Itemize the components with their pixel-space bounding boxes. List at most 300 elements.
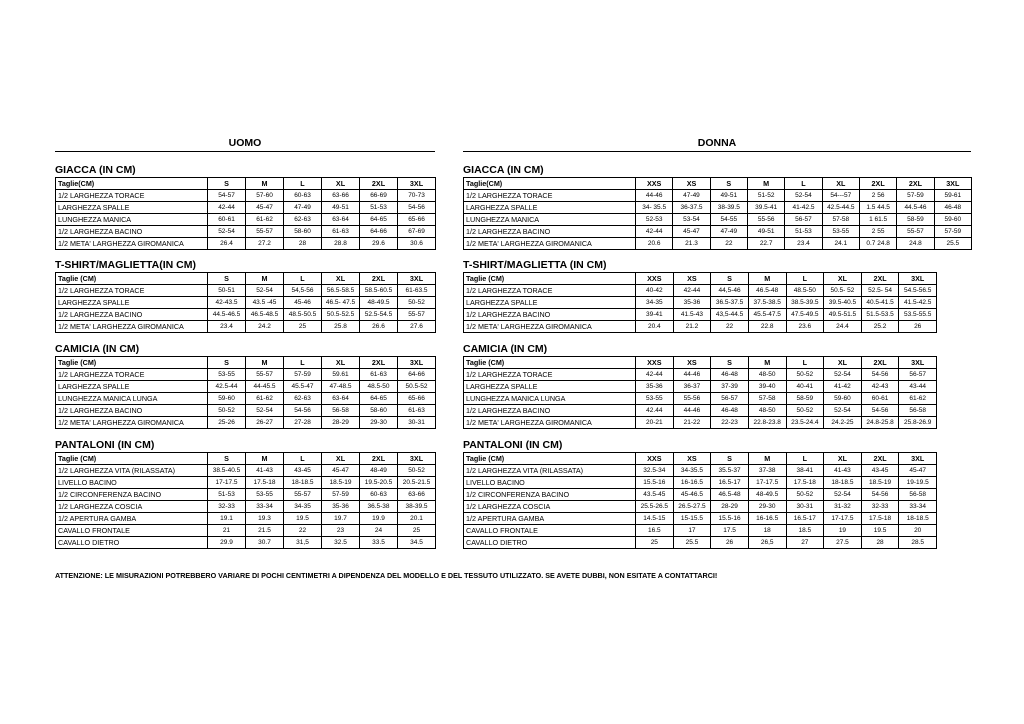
measurement-value-cell: 22	[284, 525, 322, 537]
table-row	[56, 309, 436, 321]
measurement-value-cell: 63-64	[322, 214, 360, 226]
measurement-value-cell: 45-46.5	[673, 489, 711, 501]
measurement-value-cell: 38-39.5	[398, 501, 436, 513]
header-size-cell: XXS	[636, 357, 674, 369]
uomo-section-2	[55, 343, 436, 429]
header-label-cell: Taglie (CM)	[464, 453, 636, 465]
measurement-value-cell: 46.5-48	[711, 489, 749, 501]
measurement-value-cell: 50.5- 52	[824, 285, 862, 297]
table-row	[56, 381, 436, 393]
measurement-value-cell: 24.2-25	[824, 417, 862, 429]
measurement-label-cell: 1/2 CIRCONFERENZA BACINO	[56, 489, 208, 501]
measurement-value-cell: 42.5-44.5	[822, 202, 859, 214]
measurement-label-cell: 1/2 LARGHEZZA BACINO	[56, 226, 208, 238]
measurement-value-cell: 55-57	[897, 226, 934, 238]
measurement-value-cell: 60-63	[360, 489, 398, 501]
table-row	[464, 381, 937, 393]
measurement-value-cell: 53.5-55.5	[899, 309, 937, 321]
measurement-value-cell: 61-62	[246, 214, 284, 226]
measurement-value-cell: 28-29	[322, 417, 360, 429]
measurement-value-cell: 14.5-15	[636, 513, 674, 525]
measurement-value-cell: 58-59	[897, 214, 934, 226]
measurement-value-cell: 31-32	[824, 501, 862, 513]
header-size-cell: M	[748, 357, 786, 369]
header-size-cell: XL	[322, 178, 360, 190]
header-size-cell: XS	[673, 357, 711, 369]
measurement-value-cell: 53-55	[822, 226, 859, 238]
header-label-cell: Taglie (CM)	[56, 453, 208, 465]
measurement-value-cell: 43-44	[899, 381, 937, 393]
measurement-value-cell: 43.5-45	[636, 489, 674, 501]
measurement-value-cell: 23	[322, 525, 360, 537]
measurement-value-cell: 42-44	[208, 202, 246, 214]
uomo-heading: UOMO	[55, 137, 435, 152]
measurement-value-cell: 23.6	[786, 321, 824, 333]
header-label-cell: Taglie(CM)	[56, 178, 208, 190]
measurement-value-cell: 42.44	[636, 405, 674, 417]
measurement-value-cell: 18	[748, 525, 786, 537]
measurement-value-cell: 22	[711, 321, 749, 333]
measurement-label-cell: 1/2 LARGHEZZA BACINO	[464, 226, 636, 238]
measurement-value-cell: 26	[711, 537, 749, 549]
donna-section-2	[463, 343, 937, 429]
measurement-value-cell: 19	[824, 525, 862, 537]
measurement-value-cell: 40.5-41.5	[861, 297, 899, 309]
measurement-value-cell: 30-31	[398, 417, 436, 429]
uomo-section-title: T-SHIRT/MAGLIETTA(IN CM)	[55, 259, 196, 271]
measurement-value-cell: 25	[284, 321, 322, 333]
measurement-value-cell: 32-33	[208, 501, 246, 513]
measurement-value-cell: 0.7 24.8	[859, 238, 896, 250]
header-size-cell: 2XL	[360, 178, 398, 190]
measurement-value-cell: 25.8	[322, 321, 360, 333]
measurement-value-cell: 26.4	[208, 238, 246, 250]
table-row	[56, 238, 436, 250]
measurement-value-cell: 46-48	[934, 202, 971, 214]
measurement-value-cell: 49.5-51.5	[824, 309, 862, 321]
measurement-value-cell: 46-48	[711, 369, 749, 381]
header-size-cell: M	[747, 178, 784, 190]
measurement-value-cell: 59-60	[934, 214, 971, 226]
measurement-label-cell: 1/2 LARGHEZZA VITA (RILASSATA)	[56, 465, 208, 477]
table-row	[464, 393, 937, 405]
measurement-value-cell: 52-53	[636, 214, 673, 226]
uomo-section-title: CAMICIA (IN CM)	[55, 343, 140, 355]
measurement-value-cell: 57-59	[897, 190, 934, 202]
table-header-row	[56, 453, 436, 465]
measurement-value-cell: 15-15.5	[673, 513, 711, 525]
measurement-label-cell: 1/2 META' LARGHEZZA GIROMANICA	[56, 321, 208, 333]
measurement-value-cell: 52-54	[246, 405, 284, 417]
measurement-value-cell: 66-69	[360, 190, 398, 202]
measurement-label-cell: 1/2 LARGHEZZA COSCIA	[56, 501, 208, 513]
measurement-value-cell: 62-63	[284, 393, 322, 405]
measurement-value-cell: 25.5-26.5	[636, 501, 674, 513]
header-size-cell: M	[246, 357, 284, 369]
measurement-value-cell: 44-46	[673, 405, 711, 417]
measurement-value-cell: 42-43.5	[208, 297, 246, 309]
measurement-value-cell: 55-57	[246, 369, 284, 381]
uomo-section-title: GIACCA (IN CM)	[55, 164, 136, 176]
measurement-value-cell: 39-41	[636, 309, 674, 321]
header-size-cell: XS	[673, 453, 711, 465]
measurement-value-cell: 2 55	[859, 226, 896, 238]
table-row	[464, 321, 937, 333]
header-size-cell: M	[748, 273, 786, 285]
measurement-value-cell: 65-66	[398, 393, 436, 405]
measurement-label-cell: LUNGHEZZA MANICA LUNGA	[56, 393, 208, 405]
measurement-value-cell: 18-18.5	[824, 477, 862, 489]
header-size-cell: 2XL	[861, 273, 899, 285]
measurement-value-cell: 39.5-41	[747, 202, 784, 214]
measurement-value-cell: 2 56	[859, 190, 896, 202]
measurement-value-cell: 22-23	[711, 417, 749, 429]
table-row	[56, 393, 436, 405]
measurement-value-cell: 17.5-18	[246, 477, 284, 489]
measurement-value-cell: 20.1	[398, 513, 436, 525]
measurement-value-cell: 41-42.5	[785, 202, 822, 214]
measurement-value-cell: 39-40	[748, 381, 786, 393]
measurement-value-cell: 48.5-50.5	[284, 309, 322, 321]
measurement-value-cell: 61-63	[322, 226, 360, 238]
measurement-value-cell: 57-58	[822, 214, 859, 226]
measurement-value-cell: 37-38	[748, 465, 786, 477]
donna-size-table	[463, 452, 937, 549]
header-size-cell: 3XL	[899, 273, 937, 285]
measurement-value-cell: 19.9	[360, 513, 398, 525]
table-row	[56, 465, 436, 477]
table-row	[464, 513, 937, 525]
measurement-value-cell: 43,5-44.5	[711, 309, 749, 321]
table-header-row	[56, 357, 436, 369]
measurement-value-cell: 36.5-38	[360, 501, 398, 513]
header-size-cell: XL	[824, 453, 862, 465]
measurement-value-cell: 50.5-52.5	[322, 309, 360, 321]
measurement-value-cell: 48-49	[360, 465, 398, 477]
header-size-cell: XL	[322, 273, 360, 285]
measurement-label-cell: LARGHEZZA SPALLE	[56, 381, 208, 393]
measurement-value-cell: 56-58	[899, 489, 937, 501]
donna-size-table	[463, 356, 937, 429]
measurement-label-cell: 1/2 LARGHEZZA BACINO	[464, 405, 636, 417]
measurement-label-cell: 1/2 LARGHEZZA VITA (RILASSATA)	[464, 465, 636, 477]
measurement-value-cell: 46.5- 47.5	[322, 297, 360, 309]
measurement-value-cell: 27.2	[246, 238, 284, 250]
measurement-value-cell: 57-59	[322, 489, 360, 501]
measurement-value-cell: 22.7	[747, 238, 784, 250]
measurement-value-cell: 51-52	[747, 190, 784, 202]
table-row	[464, 285, 937, 297]
measurement-value-cell: 29.9	[208, 537, 246, 549]
measurement-value-cell: 25-26	[208, 417, 246, 429]
measurement-value-cell: 70-73	[398, 190, 436, 202]
measurement-value-cell: 51-53	[360, 202, 398, 214]
measurement-label-cell: 1/2 META' LARGHEZZA GIROMANICA	[464, 321, 636, 333]
measurement-value-cell: 40-41	[786, 381, 824, 393]
measurement-value-cell: 40-42	[636, 285, 674, 297]
measurement-value-cell: 58.5-60.5	[360, 285, 398, 297]
measurement-value-cell: 48.5-50	[786, 285, 824, 297]
measurement-value-cell: 52-54	[824, 369, 862, 381]
measurement-value-cell: 44,5-46	[711, 285, 749, 297]
uomo-section-0	[55, 164, 436, 250]
table-row	[464, 405, 937, 417]
table-header-row	[464, 357, 937, 369]
table-row	[56, 537, 436, 549]
donna-section-title: T-SHIRT/MAGLIETTA (IN CM)	[463, 259, 607, 271]
measurement-value-cell: 54-56	[398, 202, 436, 214]
header-size-cell: XL	[824, 357, 862, 369]
table-row	[464, 525, 937, 537]
measurement-value-cell: 20.6	[636, 238, 673, 250]
measurement-value-cell: 53-54	[673, 214, 710, 226]
header-size-cell: 3XL	[934, 178, 971, 190]
measurement-value-cell: 27-28	[284, 417, 322, 429]
measurement-value-cell: 36-37.5	[673, 202, 710, 214]
header-size-cell: XXS	[636, 453, 674, 465]
header-size-cell: XXS	[636, 273, 674, 285]
donna-section-1	[463, 259, 937, 333]
header-size-cell: 2XL	[897, 178, 934, 190]
header-size-cell: 2XL	[861, 453, 899, 465]
header-size-cell: L	[284, 357, 322, 369]
measurement-label-cell: 1/2 LARGHEZZA TORACE	[464, 369, 636, 381]
donna-section-3	[463, 439, 937, 549]
measurement-value-cell: 64-65	[360, 214, 398, 226]
measurement-value-cell: 39.5-40.5	[824, 297, 862, 309]
measurement-value-cell: 59-61	[934, 190, 971, 202]
table-row	[464, 226, 972, 238]
measurement-value-cell: 41-42	[824, 381, 862, 393]
measurement-value-cell: 58-60	[284, 226, 322, 238]
measurement-value-cell: 17-17.5	[824, 513, 862, 525]
measurement-value-cell: 44-45.5	[246, 381, 284, 393]
table-row	[464, 417, 937, 429]
header-size-cell: XS	[673, 178, 710, 190]
measurement-value-cell: 18.5	[786, 525, 824, 537]
header-size-cell: L	[284, 273, 322, 285]
measurement-label-cell: 1/2 LARGHEZZA TORACE	[464, 285, 636, 297]
table-row	[56, 285, 436, 297]
header-size-cell: L	[786, 273, 824, 285]
measurement-value-cell: 29-30	[360, 417, 398, 429]
measurement-value-cell: 54-56	[861, 369, 899, 381]
measurement-value-cell: 57-59	[934, 226, 971, 238]
measurement-value-cell: 45-47	[322, 465, 360, 477]
measurement-label-cell: 1/2 APERTURA GAMBA	[464, 513, 636, 525]
measurement-value-cell: 27.6	[398, 321, 436, 333]
uomo-size-table	[55, 452, 436, 549]
measurement-label-cell: CAVALLO DIETRO	[56, 537, 208, 549]
measurement-value-cell: 34-35	[636, 297, 674, 309]
donna-section-title: GIACCA (IN CM)	[463, 164, 544, 176]
measurement-value-cell: 38-39.5	[710, 202, 747, 214]
measurement-value-cell: 45.5-47	[284, 381, 322, 393]
measurement-value-cell: 53-55	[208, 369, 246, 381]
measurement-label-cell: 1/2 APERTURA GAMBA	[56, 513, 208, 525]
measurement-label-cell: 1/2 META' LARGHEZZA GIROMANICA	[464, 417, 636, 429]
measurement-value-cell: 25.2	[861, 321, 899, 333]
measurement-label-cell: 1/2 META' LARGHEZZA GIROMANICA	[56, 238, 208, 250]
table-row	[464, 369, 937, 381]
measurement-value-cell: 56-57	[785, 214, 822, 226]
measurement-value-cell: 24.1	[822, 238, 859, 250]
measurement-value-cell: 51-53	[208, 489, 246, 501]
measurement-value-cell: 42-43	[861, 381, 899, 393]
measurement-value-cell: 56-57	[711, 393, 749, 405]
measurement-value-cell: 47-49	[284, 202, 322, 214]
measurement-value-cell: 24.8	[897, 238, 934, 250]
header-size-cell: XXS	[636, 178, 673, 190]
measurement-value-cell: 24.2	[246, 321, 284, 333]
measurement-value-cell: 55-57	[246, 226, 284, 238]
measurement-value-cell: 64-65	[360, 393, 398, 405]
measurement-value-cell: 51.5-53.5	[861, 309, 899, 321]
measurement-value-cell: 48.5-50	[360, 381, 398, 393]
measurement-value-cell: 36-37	[673, 381, 711, 393]
measurement-value-cell: 16-16.5	[748, 513, 786, 525]
measurement-label-cell: CAVALLO FRONTALE	[464, 525, 636, 537]
uomo-size-table	[55, 272, 436, 333]
measurement-value-cell: 22	[710, 238, 747, 250]
table-header-row	[464, 273, 937, 285]
table-row	[56, 489, 436, 501]
header-size-cell: XS	[673, 273, 711, 285]
measurement-value-cell: 44.5-46.5	[208, 309, 246, 321]
measurement-value-cell: 20.5-21.5	[398, 477, 436, 489]
measurement-value-cell: 30.7	[246, 537, 284, 549]
header-size-cell: 3XL	[398, 357, 436, 369]
measurement-value-cell: 21-22	[673, 417, 711, 429]
measurement-value-cell: 56-57	[899, 369, 937, 381]
measurement-value-cell: 25.5	[673, 537, 711, 549]
measurement-value-cell: 47-49	[710, 226, 747, 238]
header-label-cell: Taglie (CM)	[56, 273, 208, 285]
measurement-value-cell: 26.5-27.5	[673, 501, 711, 513]
table-row	[464, 537, 937, 549]
measurement-value-cell: 27	[786, 537, 824, 549]
donna-size-table	[463, 272, 937, 333]
measurement-value-cell: 46.5-48.5	[246, 309, 284, 321]
measurement-value-cell: 35.5-37	[711, 465, 749, 477]
measurement-value-cell: 52-54	[824, 489, 862, 501]
measurement-value-cell: 20	[899, 525, 937, 537]
measurement-value-cell: 61-62	[899, 393, 937, 405]
measurement-value-cell: 17	[673, 525, 711, 537]
measurement-value-cell: 52-54	[246, 285, 284, 297]
measurement-value-cell: 30.6	[398, 238, 436, 250]
header-size-cell: L	[284, 453, 322, 465]
measurement-value-cell: 61-63	[360, 369, 398, 381]
table-row	[464, 202, 972, 214]
measurement-value-cell: 63-66	[322, 190, 360, 202]
measurement-value-cell: 52-54	[824, 405, 862, 417]
table-header-row	[464, 178, 972, 190]
header-size-cell: 2XL	[859, 178, 896, 190]
measurement-value-cell: 43-45	[861, 465, 899, 477]
measurement-value-cell: 54-57	[208, 190, 246, 202]
measurement-label-cell: 1/2 LARGHEZZA BACINO	[56, 405, 208, 417]
measurement-label-cell: 1/2 LARGHEZZA COSCIA	[464, 501, 636, 513]
header-size-cell: 3XL	[398, 273, 436, 285]
measurement-value-cell: 43.5 -45	[246, 297, 284, 309]
donna-heading: DONNA	[463, 137, 971, 152]
measurement-value-cell: 55-57	[398, 309, 436, 321]
table-row	[56, 417, 436, 429]
measurement-value-cell: 60-61	[861, 393, 899, 405]
measurement-value-cell: 52-54	[208, 226, 246, 238]
measurement-value-cell: 57-59	[284, 369, 322, 381]
measurement-value-cell: 45-47	[899, 465, 937, 477]
measurement-value-cell: 63-64	[322, 393, 360, 405]
measurement-value-cell: 26	[899, 321, 937, 333]
header-size-cell: XL	[322, 357, 360, 369]
measurement-label-cell: LUNGHEZZA MANICA	[464, 214, 636, 226]
measurement-value-cell: 16-16.5	[673, 477, 711, 489]
measurement-value-cell: 57-58	[748, 393, 786, 405]
measurement-value-cell: 19.5-20.5	[360, 477, 398, 489]
measurement-value-cell: 53-55	[636, 393, 674, 405]
header-size-cell: XL	[824, 273, 862, 285]
measurement-value-cell: 34-35.5	[673, 465, 711, 477]
header-size-cell: 3XL	[899, 357, 937, 369]
table-header-row	[56, 273, 436, 285]
measurement-value-cell: 33.5	[360, 537, 398, 549]
measurement-value-cell: 28	[284, 238, 322, 250]
measurement-label-cell: LIVELLO BACINO	[56, 477, 208, 489]
measurement-value-cell: 21.5	[246, 525, 284, 537]
measurement-value-cell: 50-52	[786, 405, 824, 417]
header-label-cell: Taglie (CM)	[56, 357, 208, 369]
measurement-value-cell: 19-19.5	[899, 477, 937, 489]
measurement-value-cell: 15.5-16	[711, 513, 749, 525]
table-row	[56, 501, 436, 513]
measurement-value-cell: 54,5-56	[284, 285, 322, 297]
measurement-value-cell: 25.5	[934, 238, 971, 250]
measurement-value-cell: 34.5	[398, 537, 436, 549]
measurement-label-cell: 1/2 LARGHEZZA TORACE	[464, 190, 636, 202]
measurement-value-cell: 50-52	[398, 297, 436, 309]
measurement-value-cell: 22.8-23.8	[748, 417, 786, 429]
measurement-value-cell: 18.5-19	[322, 477, 360, 489]
measurement-value-cell: 48-50	[748, 369, 786, 381]
donna-section-title: PANTALONI (IN CM)	[463, 439, 563, 451]
header-size-cell: 2XL	[360, 453, 398, 465]
measurement-value-cell: 50-52	[208, 405, 246, 417]
measurement-label-cell: 1/2 LARGHEZZA BACINO	[56, 309, 208, 321]
measurement-value-cell: 1.5 44.5	[859, 202, 896, 214]
measurement-value-cell: 56-58	[322, 405, 360, 417]
measurement-value-cell: 58-60	[360, 405, 398, 417]
measurement-value-cell: 45-47	[246, 202, 284, 214]
header-size-cell: 3XL	[398, 453, 436, 465]
header-size-cell: 2XL	[360, 273, 398, 285]
measurement-value-cell: 51-53	[785, 226, 822, 238]
measurement-value-cell: 23.4	[208, 321, 246, 333]
table-header-row	[464, 453, 937, 465]
measurement-label-cell: CAVALLO FRONTALE	[56, 525, 208, 537]
measurement-value-cell: 35-36	[322, 501, 360, 513]
table-header-row	[56, 178, 436, 190]
measurement-value-cell: 49-51	[322, 202, 360, 214]
header-size-cell: XL	[822, 178, 859, 190]
measurement-value-cell: 18.5-19	[861, 477, 899, 489]
measurement-value-cell: 64-66	[360, 226, 398, 238]
measurement-value-cell: 37.5-38.5	[748, 297, 786, 309]
table-row	[56, 525, 436, 537]
measurement-label-cell: LARGHEZZA SPALLE	[464, 202, 636, 214]
table-row	[464, 465, 937, 477]
